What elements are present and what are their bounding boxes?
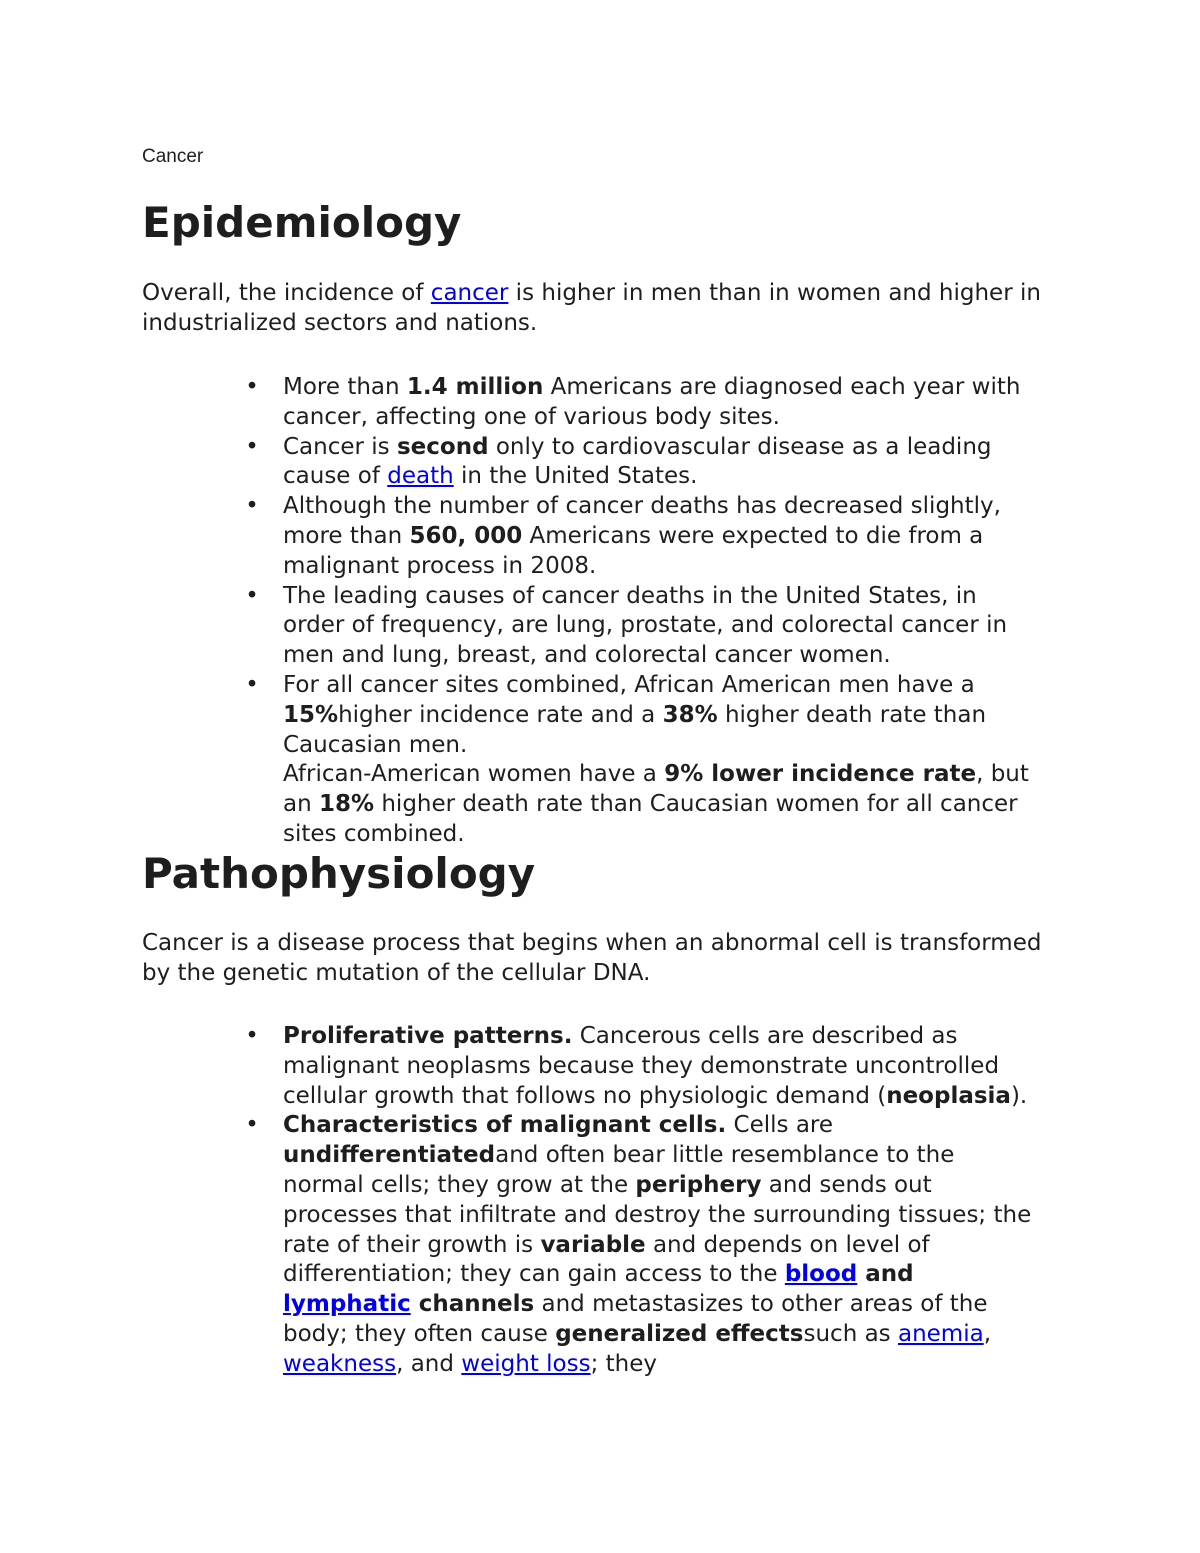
pathophysiology-intro: Cancer is a disease process that begins when an abnormal cell is transformed by the genetic mutation of the cellular DNA.	[142, 930, 1042, 986]
list-item: • Although the number of cancer deaths has decreased slightly, more than 560, 000 Americans were expected to die from a malignant process in 2008.	[242, 492, 1042, 581]
list-item: • Proliferative patterns. Cancerous cells are described as malignant neoplasms because they demonstrate uncontrolled cellular growth that follows no physiologic demand (neoplasia).	[242, 1022, 1042, 1111]
bullet-icon: •	[245, 1023, 259, 1049]
list-item: • For all cancer sites combined, African American men have a 15%higher incidence rate and a 38% higher death rate than Caucasian men. African-American women have a 9% lower incidence rate, but an 18% higher death rate than Caucasian women for all cancer sites combined.	[242, 671, 1042, 850]
bullet-icon: •	[245, 433, 259, 460]
bullet-icon: •	[245, 671, 259, 698]
heading-epidemiology: Epidemiology	[142, 198, 462, 247]
bullet-icon: •	[245, 582, 259, 609]
list-item: • Cancer is second only to cardiovascular disease as a leading cause of death in the United States.	[242, 433, 1042, 493]
bullet-icon: •	[245, 374, 259, 400]
epidemiology-list	[242, 373, 1042, 850]
link-anemia[interactable]: anemia	[897, 1320, 984, 1347]
bullet-icon: •	[245, 1112, 259, 1139]
list-item: • The leading causes of cancer deaths in the United States, in order of frequency, are lung, prostate, and colorectal cancer in men and lung, breast, and colorectal cancer women.	[242, 582, 1042, 671]
link-cancer[interactable]: cancer	[430, 280, 509, 306]
list-item: • Characteristics of malignant cells. Cells are undifferentiatedand often bear little resemblance to the normal cells; they grow at the periphery and sends out processes that infiltrate and destroy the surrounding tissues; the rate of their growth is variable and depends on level of differentiation; they can gain access to the blood and lymphatic channels and metastasizes to other areas of the body; they often cause generalized effectssuch as anemia, weakness, and weight loss; they	[242, 1111, 1042, 1379]
link-weight-loss[interactable]: weight loss	[461, 1350, 591, 1377]
link-blood[interactable]: blood	[784, 1261, 858, 1288]
link-lymphatic[interactable]: lymphatic	[283, 1291, 411, 1318]
epidemiology-intro: Overall, the incidence of cancer is higher in men than in women and higher in industrialized sectors and nations.	[142, 280, 1041, 336]
list-item: • More than 1.4 million Americans are diagnosed each year with cancer, affecting one of various body sites.	[242, 373, 1042, 433]
pathophysiology-list	[242, 1022, 1042, 1380]
heading-pathophysiology: Pathophysiology	[142, 849, 536, 898]
document-label: Cancer	[142, 146, 204, 167]
link-weakness[interactable]: weakness	[283, 1350, 397, 1377]
link-death[interactable]: death	[387, 463, 454, 490]
bullet-icon: •	[245, 493, 259, 520]
